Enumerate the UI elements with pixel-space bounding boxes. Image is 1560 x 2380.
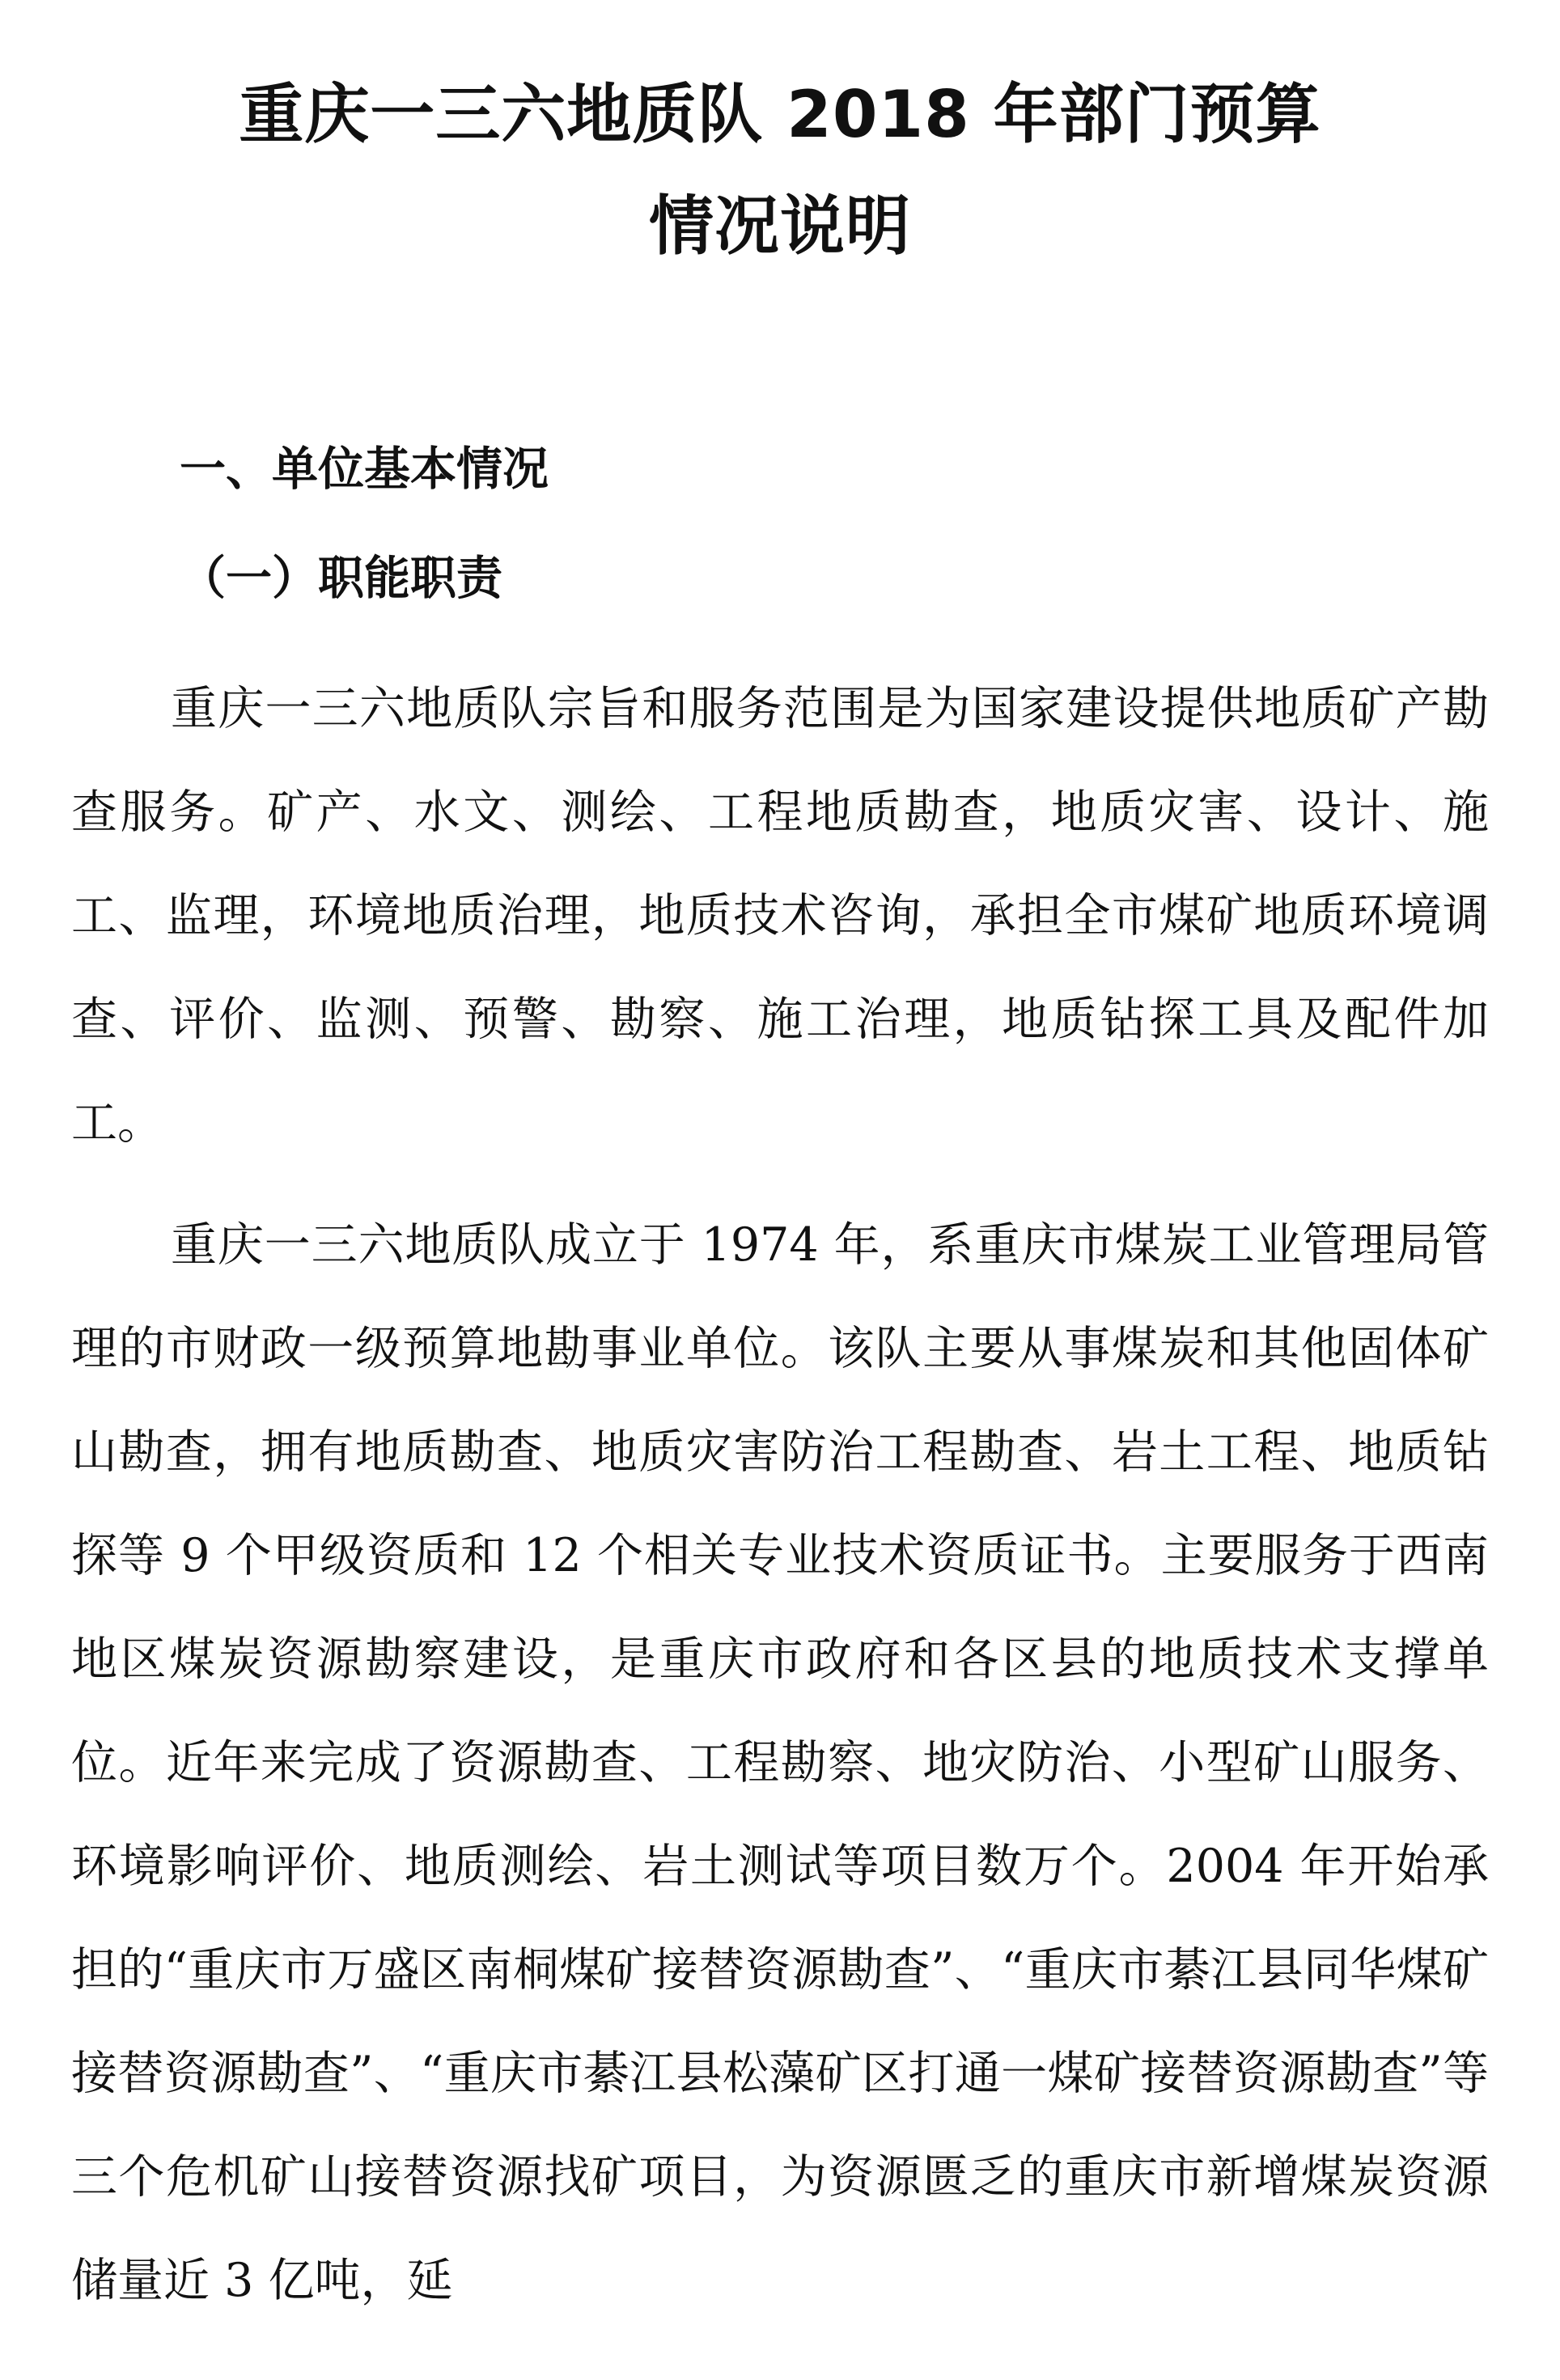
document-title: 重庆一三六地质队 2018 年部门预算 (239, 77, 1321, 152)
subsection-heading: （一）职能职责 (180, 552, 502, 605)
paragraph-history: 重庆一三六地质队成立于 1974 年，系重庆市煤炭工业管理局管理的市财政一级预算地勘事业单位。该队主要从事煤炭和其他固体矿山勘查，拥有地质勘查、地质灾害防治工程勘查、岩土工程、地质钻探等 9 个甲级资质和 12 个相关专业技术资质证书。主要服务于西南地区煤炭资源勘察建设，是重庆市政府和各区县的地质技术支撑单位。近年来完成了资源勘查、工程勘察、地灾防治、小型矿山服务、环境影响评价、地质测绘、岩土测试等项目数万个。2004 年开始承担的“重庆市万盛区南桐煤矿接替资源勘查”、“重庆市綦江县同华煤矿接替资源勘查”、“重庆市綦江县松藻矿区打通一煤矿接替资源勘查”等三个危机矿山接替资源找矿项目，为资源匮乏的重庆市新增煤炭资源储量近 3 亿吨，延 (71, 1218, 1489, 2307)
document-title-line2: 情况说明 (649, 188, 911, 264)
section-heading: 一、单位基本情况 (180, 443, 549, 496)
paragraph-duties: 重庆一三六地质队宗旨和服务范围是为国家建设提供地质矿产勘查服务。矿产、水文、测绘、工程地质勘查，地质灾害、设计、施工、监理，环境地质治理，地质技术咨询，承担全市煤矿地质环境调查、评价、监测、预警、勘察、施工治理，地质钻探工具及配件加工。 (71, 682, 1489, 1150)
